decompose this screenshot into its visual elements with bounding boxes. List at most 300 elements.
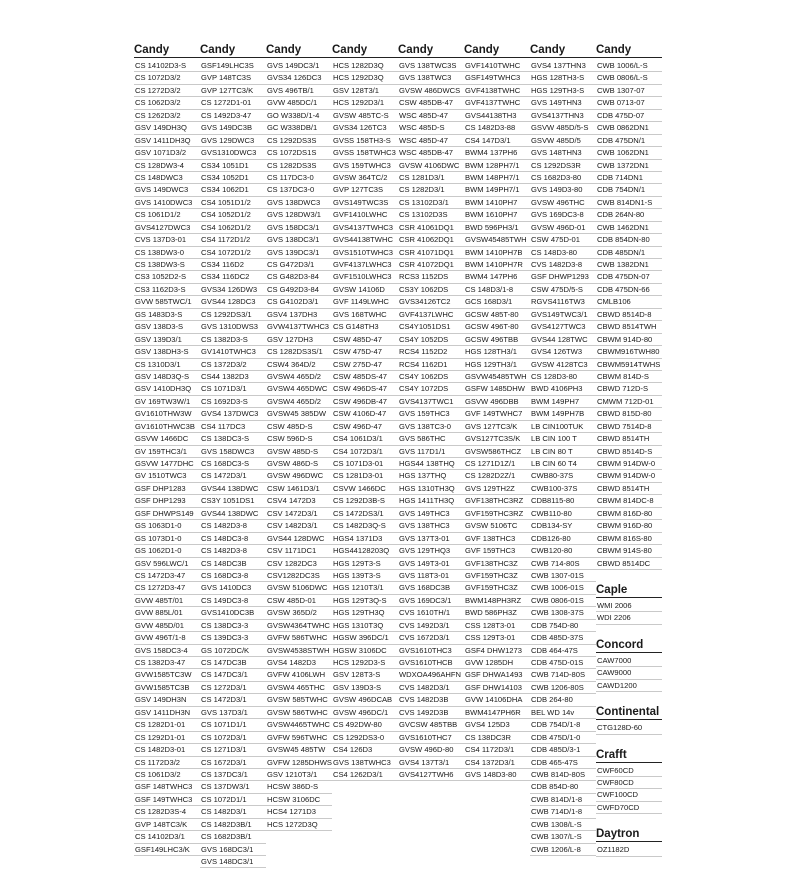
model-cell: GSF DHWP1293 — [530, 271, 596, 283]
model-cell: GVF 149TWHC7 — [464, 408, 530, 420]
model-cell: GVS4 137THN3 — [530, 60, 596, 72]
model-cell: HCSW 386D-S — [266, 781, 332, 793]
model-cell: BEL WD 14v — [530, 707, 596, 719]
model-cell: GSV 128T3-S — [332, 669, 398, 681]
model-cell: CS 1292DS3/1 — [200, 309, 266, 321]
model-cell: HCS 1282D3Q — [332, 60, 398, 72]
model-cell: CWB110-80 — [530, 508, 596, 520]
model-cell: GVSW 496DC/1 — [332, 707, 398, 719]
model-cell: CDB8115-80 — [530, 495, 596, 507]
model-cell: WSC 485D-47 — [398, 135, 464, 147]
model-cell: CS 1382D3-S — [200, 334, 266, 346]
model-cell: GV1610THW3W — [134, 408, 200, 420]
model-cell: BWD 596PH3/1 — [464, 222, 530, 234]
model-cell: CS 1072D3/2 — [134, 72, 200, 84]
model-cell: CS 137DC3-0 — [266, 184, 332, 196]
model-cell: GVS 149D3-80 — [530, 184, 596, 196]
model-cell: CSV1282DC3S — [266, 570, 332, 582]
model-cell: CSW 496D-47 — [332, 421, 398, 433]
model-cell: CDB 754DN/1 — [596, 184, 662, 196]
model-cell: CDB 485D/3-1 — [530, 744, 596, 756]
model-cell: GVP 127TC3/K — [200, 85, 266, 97]
brand-group — [596, 828, 662, 856]
brand-group — [398, 44, 464, 781]
model-cell: HGS 129TH3/1 — [464, 359, 530, 371]
model-cell: GVF 138THC3 — [464, 533, 530, 545]
brand-heading: Caple — [596, 583, 628, 596]
model-cell: GVS4137TWHC3 — [332, 222, 398, 234]
model-cell: CAWD1200 — [596, 680, 662, 692]
model-cell: CS 1482D3B/1 — [200, 819, 266, 831]
model-cell: CS4 117DC3 — [200, 421, 266, 433]
model-cell: GVSW 496THC — [530, 197, 596, 209]
model-cell: CS 168DC3-8 — [200, 570, 266, 582]
model-cell: CVS 1492D3B — [398, 707, 464, 719]
model-cell: CSW 485DB-47 — [398, 97, 464, 109]
model-cell: CS 1482D3-8 — [200, 520, 266, 532]
model-cell: CWB 0806-01S — [530, 595, 596, 607]
model-cell: BWM 1410PH7 — [464, 197, 530, 209]
model-cell: GVSW4 465DWC — [266, 383, 332, 395]
model-cell: CWF100CD — [596, 789, 662, 801]
model-cell: CDB 485D-37S — [530, 632, 596, 644]
model-cell: CSV 1171DC1 — [266, 545, 332, 557]
model-cell: CMWM 712D-01 — [596, 396, 662, 408]
model-cell: GVS44 128DC3 — [200, 296, 266, 308]
model-cell: CDB 714DN1 — [596, 172, 662, 184]
brand-group — [266, 44, 332, 831]
model-cell: GSF DHWA1493 — [464, 669, 530, 681]
model-cell: GVS 138TWHC3 — [332, 757, 398, 769]
model-cell: CS 14102D3/1 — [134, 831, 200, 843]
model-cell: GVS 138DC3/1 — [266, 234, 332, 246]
model-cell: CS 1682D3B/1 — [200, 831, 266, 843]
model-cell: GVW 1285DH — [464, 657, 530, 669]
model-cell: GCS 168D3/1 — [464, 296, 530, 308]
brand-heading: Candy — [134, 44, 170, 56]
model-cell: GVF159THC3RZ — [464, 508, 530, 520]
model-cell: CDB 854D-80 — [530, 781, 596, 793]
model-cell: CBWD 8514TH — [596, 483, 662, 495]
model-cell: CWB 1206/L-8 — [530, 844, 596, 856]
brand-heading: Candy — [464, 44, 500, 56]
model-cell: CBWM 816D-80 — [596, 508, 662, 520]
model-cell: CS3Y 1051DS1 — [200, 495, 266, 507]
model-cell: HCS 1292D3/1 — [332, 97, 398, 109]
model-cell: CS 138DW3-S — [134, 259, 200, 271]
model-cell: CSW 485DS-47 — [332, 371, 398, 383]
model-cell: GVS 148D3-80 — [464, 769, 530, 781]
model-cell: GVS 169DC3/1 — [398, 595, 464, 607]
model-cell: GVS4127TWC3 — [530, 321, 596, 333]
model-cell: GVS1510TWHC3 — [332, 247, 398, 259]
model-cell: GV1410TWHC3 — [200, 346, 266, 358]
model-cell: CBWM 814D-S — [596, 371, 662, 383]
brand-heading: Concord — [596, 638, 644, 651]
model-cell: CS 1061D3/2 — [134, 769, 200, 781]
model-cell: GSF DHW14103 — [464, 682, 530, 694]
model-cell: BWM 1610PH7 — [464, 209, 530, 221]
brand-group — [596, 749, 662, 815]
model-cell: GS 1063D1-0 — [134, 520, 200, 532]
model-cell: GVS 129DWC3 — [200, 135, 266, 147]
model-cell: GVS44 138DWC — [200, 483, 266, 495]
model-cell: GVS4137THN3 — [530, 110, 596, 122]
model-cell: CAW9000 — [596, 667, 662, 679]
model-cell: CDB 475D/1-0 — [530, 732, 596, 744]
model-cell: BWM4 137PH6 — [464, 147, 530, 159]
column-1 — [134, 44, 200, 870]
model-cell: LB CIN100TUK — [530, 421, 596, 433]
model-cell: CS3 1162D3-S — [134, 284, 200, 296]
model-cell: CDB 465-47S — [530, 757, 596, 769]
model-cell: GVSW 14106D — [332, 284, 398, 296]
model-cell: RCS4 1162D1 — [398, 359, 464, 371]
model-cell: GVS 137D3/1 — [200, 707, 266, 719]
model-cell: CS 1292D3B-S — [332, 495, 398, 507]
model-cell: GVF 1149LWHC — [332, 296, 398, 308]
model-cell: CDB 464-47S — [530, 645, 596, 657]
model-cell: GCSW 485T-80 — [464, 309, 530, 321]
model-cell: CS4Y 1072DS — [398, 383, 464, 395]
model-cell: CDB 754D/1-8 — [530, 719, 596, 731]
model-cell: GVS 139DC3/1 — [266, 247, 332, 259]
model-cell: CBWD 815D-80 — [596, 408, 662, 420]
model-cell: GSV 1071D3/2 — [134, 147, 200, 159]
model-cell: GVSW45 385DW — [266, 408, 332, 420]
model-cell: CS 148DC3-8 — [200, 533, 266, 545]
model-cell: CWB 1006/L-S — [596, 60, 662, 72]
model-cell: HGS 129T3Q-S — [332, 595, 398, 607]
model-cell: HCSW 3106DC — [266, 794, 332, 806]
brand-group — [596, 584, 662, 625]
model-cell: CBWM 914D-80 — [596, 334, 662, 346]
model-cell: BWM 128PH7/1 — [464, 160, 530, 172]
model-cell: CWB 1308-37S — [530, 607, 596, 619]
model-cell: BWM148PH3RZ — [464, 595, 530, 607]
model-cell: CS 1472D3-47 — [134, 570, 200, 582]
model-cell: CWB 1308/L-S — [530, 819, 596, 831]
model-cell: GVS 138TWC3S — [398, 60, 464, 72]
model-cell: CS 117DC3-0 — [266, 172, 332, 184]
model-cell: CS G472D3/1 — [266, 259, 332, 271]
model-cell: CS 1281D3/1 — [398, 172, 464, 184]
model-cell: CWB 0862DN1 — [596, 122, 662, 134]
model-cell: CS3Y 1062DS — [398, 284, 464, 296]
model-cell: CS 168DC3-S — [200, 458, 266, 470]
model-cell: CSV 1482D3/1 — [266, 520, 332, 532]
model-cell: CWB 814DN1-S — [596, 197, 662, 209]
model-cell: GVS 1410DC3 — [200, 582, 266, 594]
model-cell: BWM 1410PH7R — [464, 259, 530, 271]
model-cell: GVF4138TWHC — [464, 85, 530, 97]
model-cell: WDXOA496AHFN — [398, 669, 464, 681]
model-cell: GVSW 496D-80 — [398, 744, 464, 756]
model-cell: CS4 1062D1/2 — [200, 222, 266, 234]
brand-heading: Daytron — [596, 828, 640, 841]
model-cell: GVS 586THC — [398, 433, 464, 445]
model-cell: GVSW 365D/2 — [266, 607, 332, 619]
model-cell: GSF4 DHW1273 — [464, 645, 530, 657]
model-cell: GVS 137T3-01 — [398, 533, 464, 545]
model-cell: CS 148D3/1-8 — [464, 284, 530, 296]
model-cell: GVW 14106DHA — [464, 694, 530, 706]
model-cell: CS 1282DS3S/1 — [266, 346, 332, 358]
model-cell: GVF159THC3Z — [464, 582, 530, 594]
model-cell: CS 1482D3/1 — [200, 806, 266, 818]
model-cell: CBWM5914TWHS — [596, 359, 662, 371]
model-cell: CS G492D3-84 — [266, 284, 332, 296]
model-cell: CWB 1307/L-S — [530, 831, 596, 843]
model-cell: GVS 1310DWS3 — [200, 321, 266, 333]
model-cell: GS 1073D1-0 — [134, 533, 200, 545]
model-cell: CS 1072D1/1 — [200, 794, 266, 806]
model-cell: CSR 41061DQ1 — [398, 222, 464, 234]
model-cell: CSR 41071DQ1 — [398, 247, 464, 259]
model-cell: CS3 1052D2-S — [134, 271, 200, 283]
model-cell: GVS1310DWC3 — [200, 147, 266, 159]
model-cell: GO W338D/1-4 — [266, 110, 332, 122]
model-cell: OZ1182D — [596, 844, 662, 856]
column-5 — [398, 44, 464, 795]
model-cell: WDI 2206 — [596, 612, 662, 624]
model-cell: GVS44138TH3 — [464, 110, 530, 122]
model-cell: GVF138THC3RZ — [464, 495, 530, 507]
model-cell: HGS4 1371D3 — [332, 533, 398, 545]
model-cell: GVS34 126TC3 — [332, 122, 398, 134]
model-cell: GVS 149DC3/1 — [266, 60, 332, 72]
model-cell: CS 1271D1Z/1 — [464, 458, 530, 470]
model-cell: CS 1071D3-01 — [332, 458, 398, 470]
model-cell: CSW 475D-01 — [530, 234, 596, 246]
model-cell: GC W338DB/1 — [266, 122, 332, 134]
model-cell: CSW 496DB-47 — [332, 396, 398, 408]
model-cell: GVFW 1285DHWS — [266, 757, 332, 769]
model-cell: CS 1292DS3-0 — [332, 732, 398, 744]
model-cell: GVS 148THN3 — [530, 147, 596, 159]
model-cell: CS 1292D1-01 — [134, 732, 200, 744]
model-cell: CS 1472D3/1 — [200, 694, 266, 706]
model-cell: CWF80CD — [596, 777, 662, 789]
model-cell: CAW7000 — [596, 655, 662, 667]
model-cell: CSW 485D-01 — [266, 595, 332, 607]
model-cell: CBWM916TWH80 — [596, 346, 662, 358]
model-cell: CWFD70CD — [596, 802, 662, 814]
model-cell: CWB 1372DN1 — [596, 160, 662, 172]
model-cell: RCS4 1152D2 — [398, 346, 464, 358]
brand-heading: Candy — [530, 44, 566, 56]
model-cell: GVS 129TH2Z — [464, 483, 530, 495]
model-cell: LB CIN 80 T — [530, 446, 596, 458]
model-cell: CSW 496DS-47 — [332, 383, 398, 395]
model-cell: CBWM 914DW-0 — [596, 458, 662, 470]
model-cell: GSF 149TWHC3 — [134, 794, 200, 806]
model-cell: CS 1372D3/2 — [200, 359, 266, 371]
model-cell: CS 1061D1/2 — [134, 209, 200, 221]
model-cell: GVP 148TC3/K — [134, 819, 200, 831]
model-cell: CS 14102D3-S — [134, 60, 200, 72]
model-cell: CSV 1282DC3 — [266, 558, 332, 570]
model-cell: CS 1272D3/2 — [134, 85, 200, 97]
model-cell: CS 138DC3R — [464, 732, 530, 744]
model-cell: GVS 138DWC3 — [266, 197, 332, 209]
model-cell: GVSW 486DWCS — [398, 85, 464, 97]
model-cell: CBWM 816S-80 — [596, 533, 662, 545]
model-cell: CSS 129T3-01 — [464, 632, 530, 644]
model-cell: CDB 754D-80 — [530, 620, 596, 632]
model-cell: GSV 127DH3 — [266, 334, 332, 346]
model-cell: CWB 0713-07 — [596, 97, 662, 109]
model-cell: GSF149LHC3S — [200, 60, 266, 72]
model-cell: GVSW 496DWC — [266, 470, 332, 482]
model-cell: GVSW 496D-01 — [530, 222, 596, 234]
model-cell: GVF1410LWHC — [332, 209, 398, 221]
model-cell: GVS 158DWC3 — [200, 446, 266, 458]
model-cell: WMI 2006 — [596, 600, 662, 612]
model-cell: GSV 128T3/1 — [332, 85, 398, 97]
model-cell: GVW4137TWHC3 — [266, 321, 332, 333]
model-cell: GVW 485DC/1 — [266, 97, 332, 109]
model-cell: CS4Y 1062DS — [398, 371, 464, 383]
model-cell: CS 147DC3B — [200, 657, 266, 669]
model-cell: CS 1271D3/1 — [200, 744, 266, 756]
model-cell: GVSW 4106DWC — [398, 160, 464, 172]
model-cell: GVP 148TC3S — [200, 72, 266, 84]
model-cell: CS 1672D3/1 — [200, 757, 266, 769]
model-cell: CDB 475DN-07 — [596, 271, 662, 283]
model-cell: CS4 126D3 — [332, 744, 398, 756]
model-cell: BWM4147PH6R — [464, 707, 530, 719]
model-cell: GSV 1410DH3Q — [134, 383, 200, 395]
model-cell: GSF149LHC3/K — [134, 844, 200, 856]
model-cell: GSV 596LWC/1 — [134, 558, 200, 570]
model-cell: GSV 148D3Q-S — [134, 371, 200, 383]
model-cell: GVSW 585TWHC — [266, 694, 332, 706]
model-cell: CS 138DC3-3 — [200, 620, 266, 632]
model-cell: CVS 1492D3/1 — [398, 620, 464, 632]
column-8 — [596, 44, 662, 871]
model-cell: CDB134-SY — [530, 520, 596, 532]
model-cell: CWB 1206-80S — [530, 682, 596, 694]
brand-heading: Candy — [332, 44, 368, 56]
model-cell: CS34 116D2 — [200, 259, 266, 271]
model-cell: HGS 129TH3Q — [332, 607, 398, 619]
model-cell: CBWD 8514TH — [596, 433, 662, 445]
model-cell: GSV 1411DH3Q — [134, 135, 200, 147]
model-cell: GVW 496T/1-8 — [134, 632, 200, 644]
model-cell: CS G4102D3/1 — [266, 296, 332, 308]
column-3 — [266, 44, 332, 845]
model-cell: GSF DHP1293 — [134, 495, 200, 507]
model-cell: GVS 149DC3B — [200, 122, 266, 134]
model-cell: CS 137DC3/1 — [200, 769, 266, 781]
model-cell: GVSW586THCZ — [464, 446, 530, 458]
model-cell: CS4 1372D3/1 — [464, 757, 530, 769]
model-cell: GVSW4 465D/2 — [266, 371, 332, 383]
model-cell: BWM 149PH7 — [530, 396, 596, 408]
model-cell: CWB 1062DN1 — [596, 147, 662, 159]
model-cell: CWF60CD — [596, 765, 662, 777]
brand-group — [332, 44, 398, 781]
model-cell: CBWD 8514DC — [596, 558, 662, 570]
model-cell: GVF159THC3Z — [464, 570, 530, 582]
model-cell: GVS34126TC2 — [398, 296, 464, 308]
model-cell: CWB 714D-80S — [530, 669, 596, 681]
model-cell: CS 1071D3/1 — [200, 383, 266, 395]
model-cell: CBWM 914S-80 — [596, 545, 662, 557]
model-cell: CWB 814D-80S — [530, 769, 596, 781]
model-cell: CS34 1051D1 — [200, 160, 266, 172]
model-cell: GVF4137TWHC — [464, 97, 530, 109]
model-cell: CDB 854DN-80 — [596, 234, 662, 246]
model-cell: CBWM 916D-80 — [596, 520, 662, 532]
model-cell: GVSW 4128TC3 — [530, 359, 596, 371]
model-cell: CWB 714D/1-8 — [530, 806, 596, 818]
model-cell: GSV 149DH3N — [134, 694, 200, 706]
model-cell: GVS 128DW3/1 — [266, 209, 332, 221]
model-cell: CVS 137D3-01 — [134, 234, 200, 246]
model-cell: GVS 168TWHC — [332, 309, 398, 321]
model-cell: GVSW 586TWHC — [266, 707, 332, 719]
model-cell: GVS4127TWH6 — [398, 769, 464, 781]
model-cell: CS 128DW3-4 — [134, 160, 200, 172]
model-cell: CSW 475D-47 — [332, 346, 398, 358]
model-cell: BWM 149PH7/1 — [464, 184, 530, 196]
model-cell: CS 1310D3/1 — [134, 359, 200, 371]
model-cell: GVS 496TB/1 — [266, 85, 332, 97]
model-cell: CS 1282DS3S — [266, 160, 332, 172]
model-cell: CWB 814D/1-8 — [530, 794, 596, 806]
model-cell: CWB 1307-07 — [596, 85, 662, 97]
model-cell: GVW 885L/01 — [134, 607, 200, 619]
model-cell: GSF149TWHC3 — [464, 72, 530, 84]
model-cell: GVS4 1482D3 — [266, 657, 332, 669]
model-cell: GSV 139D3-S — [332, 682, 398, 694]
model-cell: CVS 1482D3B — [398, 694, 464, 706]
model-cell: CMLB106 — [596, 296, 662, 308]
model-cell: HCS 1272D3Q — [266, 819, 332, 831]
model-cell: HGS 129T3-S — [332, 558, 398, 570]
model-cell: BWM 149PH7B — [530, 408, 596, 420]
model-cell: CS 1071D1/1 — [200, 719, 266, 731]
model-cell: GSVW 1477DHC — [134, 458, 200, 470]
model-cell: CSV4 1472D3 — [266, 495, 332, 507]
model-cell: GVS 158DC3/1 — [266, 222, 332, 234]
model-cell: GVSW4538STWH — [266, 645, 332, 657]
model-cell: CBWM 814DC-8 — [596, 495, 662, 507]
model-cell: GVSW 364TC/2 — [332, 172, 398, 184]
model-cell: GVW1585TC3W — [134, 669, 200, 681]
model-cell: CS 137DW3/1 — [200, 781, 266, 793]
model-cell: CDB 264N-80 — [596, 209, 662, 221]
model-cell: CDB126-80 — [530, 533, 596, 545]
model-cell: WSC 485D-47 — [398, 110, 464, 122]
model-cell: GVS 129THQ3 — [398, 545, 464, 557]
model-cell: GVS 168DC3/1 — [200, 844, 266, 856]
model-cell: GVSS 158TWHC3 — [332, 147, 398, 159]
brand-heading: Continental — [596, 706, 660, 719]
model-cell: CS4 1051D1/2 — [200, 197, 266, 209]
model-cell: GVFW 596TWHC — [266, 732, 332, 744]
model-cell: CTG128D-60 — [596, 722, 662, 734]
model-cell: GSFW 1485DHW — [464, 383, 530, 395]
model-cell: GVS 149T3-01 — [398, 558, 464, 570]
model-cell: CS 147DC3/1 — [200, 669, 266, 681]
model-cell: HGSW 396DC/1 — [332, 632, 398, 644]
brand-heading: Candy — [596, 44, 632, 56]
brand-group — [596, 706, 662, 734]
model-cell: GVSW 496DCAB — [332, 694, 398, 706]
